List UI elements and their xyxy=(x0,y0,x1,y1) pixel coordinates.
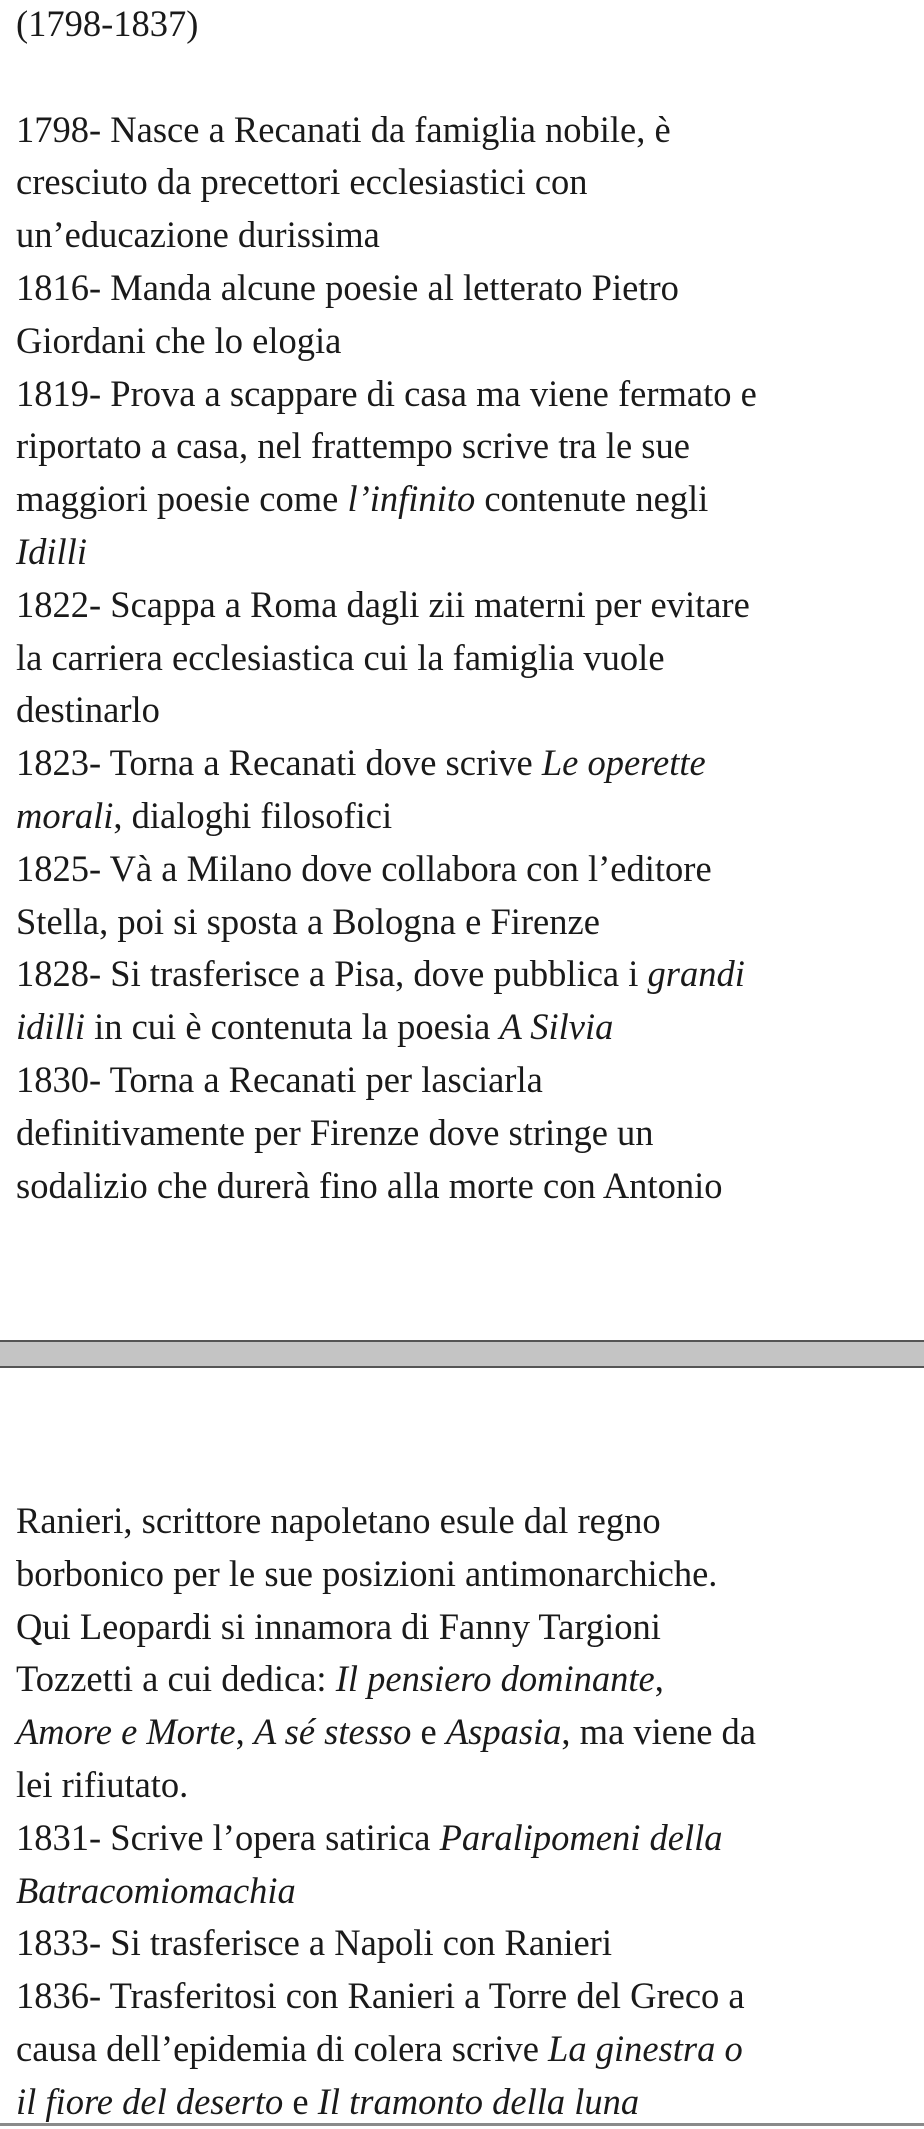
italic-title: morali xyxy=(16,794,114,836)
text-line: morali, dialoghi filosofici xyxy=(16,794,393,836)
text-line: riportato a casa, nel frattempo scrive tra le sue xyxy=(16,425,690,467)
text-line: 1830- Torna a Recanati per lasciarla xyxy=(16,1058,543,1100)
italic-title: Batracomiomachia xyxy=(16,1869,296,1911)
text-line: definitivamente per Firenze dove stringe un xyxy=(16,1111,654,1153)
text-line: 1798- Nasce a Recanati da famiglia nobile, è xyxy=(16,108,671,150)
text-line: cresciuto da precettori ecclesiastici con xyxy=(16,161,588,203)
text-line: destinarlo xyxy=(16,689,160,731)
text-line: Amore e Morte, A sé stesso e Aspasia, ma viene da xyxy=(16,1711,757,1753)
text-line: maggiori poesie come l’infinito contenute negli xyxy=(16,478,709,520)
italic-title: grandi xyxy=(647,953,745,995)
text-line: lei rifiutato. xyxy=(16,1763,189,1805)
italic-title: Idilli xyxy=(16,530,87,572)
text-line: 1822- Scappa a Roma dagli zii materni per evitare xyxy=(16,583,750,625)
italic-title: A Silvia xyxy=(499,1006,614,1048)
text-line xyxy=(16,1865,908,1918)
text-line: 1816- Manda alcune poesie al letterato Pietro xyxy=(16,266,679,308)
italic-title: Paralipomeni della xyxy=(439,1816,723,1858)
text-line: 1819- Prova a scappare di casa ma viene fermato e xyxy=(16,372,757,414)
text-line: 1823- Torna a Recanati dove scrive Le operette xyxy=(16,742,706,784)
italic-title: Amore e Morte xyxy=(16,1711,236,1753)
italic-title: Le operette xyxy=(541,742,706,784)
document-page-2 xyxy=(0,1368,924,2126)
italic-title: A sé stesso xyxy=(253,1711,412,1753)
text-line: causa dell’epidemia di colera scrive La ginestra o xyxy=(16,2027,743,2069)
text-line: Ranieri, scrittore napoletano esule dal regno xyxy=(16,1500,661,1541)
text-line: 1836- Trasferitosi con Ranieri a Torre del Greco a xyxy=(16,1975,745,2017)
page-separator xyxy=(0,1340,924,1368)
italic-title: idilli xyxy=(16,1006,85,1048)
text-line: idilli in cui è contenuta la poesia A Silvia xyxy=(16,1006,614,1048)
document-header-dates: (1798-1837) xyxy=(16,3,199,44)
text-line: 1828- Si trasferisce a Pisa, dove pubblica i grandi xyxy=(16,953,745,995)
text-line: il fiore del deserto e Il tramonto della luna xyxy=(16,2080,640,2122)
text-line: 1833- Si trasferisce a Napoli con Ranieri xyxy=(16,1922,612,1964)
text-line: Qui Leopardi si innamora di Fanny Targioni xyxy=(16,1605,661,1647)
text-line: Tozzetti a cui dedica: Il pensiero dominante, xyxy=(16,1658,664,1700)
italic-title: Il pensiero dominante xyxy=(335,1658,655,1700)
text-line: la carriera ecclesiastica cui la famiglia vuole xyxy=(16,636,665,678)
text-line xyxy=(16,526,908,579)
italic-title: Aspasia xyxy=(445,1711,562,1753)
text-line: 1825- Và a Milano dove collabora con l’editore xyxy=(16,847,712,889)
italic-title: il fiore del deserto xyxy=(16,2080,284,2122)
text-line: 1831- Scrive l’opera satirica Paralipomeni della xyxy=(16,1816,723,1858)
italic-title: La ginestra o xyxy=(548,2027,743,2069)
text-line: Giordani che lo elogia xyxy=(16,319,342,361)
blank-line xyxy=(16,51,908,104)
text-line: un’educazione durissima xyxy=(16,214,380,256)
text-line: Stella, poi si sposta a Bologna e Firenze xyxy=(16,900,600,942)
italic-title: Il tramonto della luna xyxy=(317,2080,640,2122)
text-line: sodalizio che durerà fino alla morte con Antonio xyxy=(16,1164,723,1206)
italic-title: l’infinito xyxy=(347,478,476,520)
text-line: borbonico per le sue posizioni antimonarchiche. xyxy=(16,1552,718,1594)
